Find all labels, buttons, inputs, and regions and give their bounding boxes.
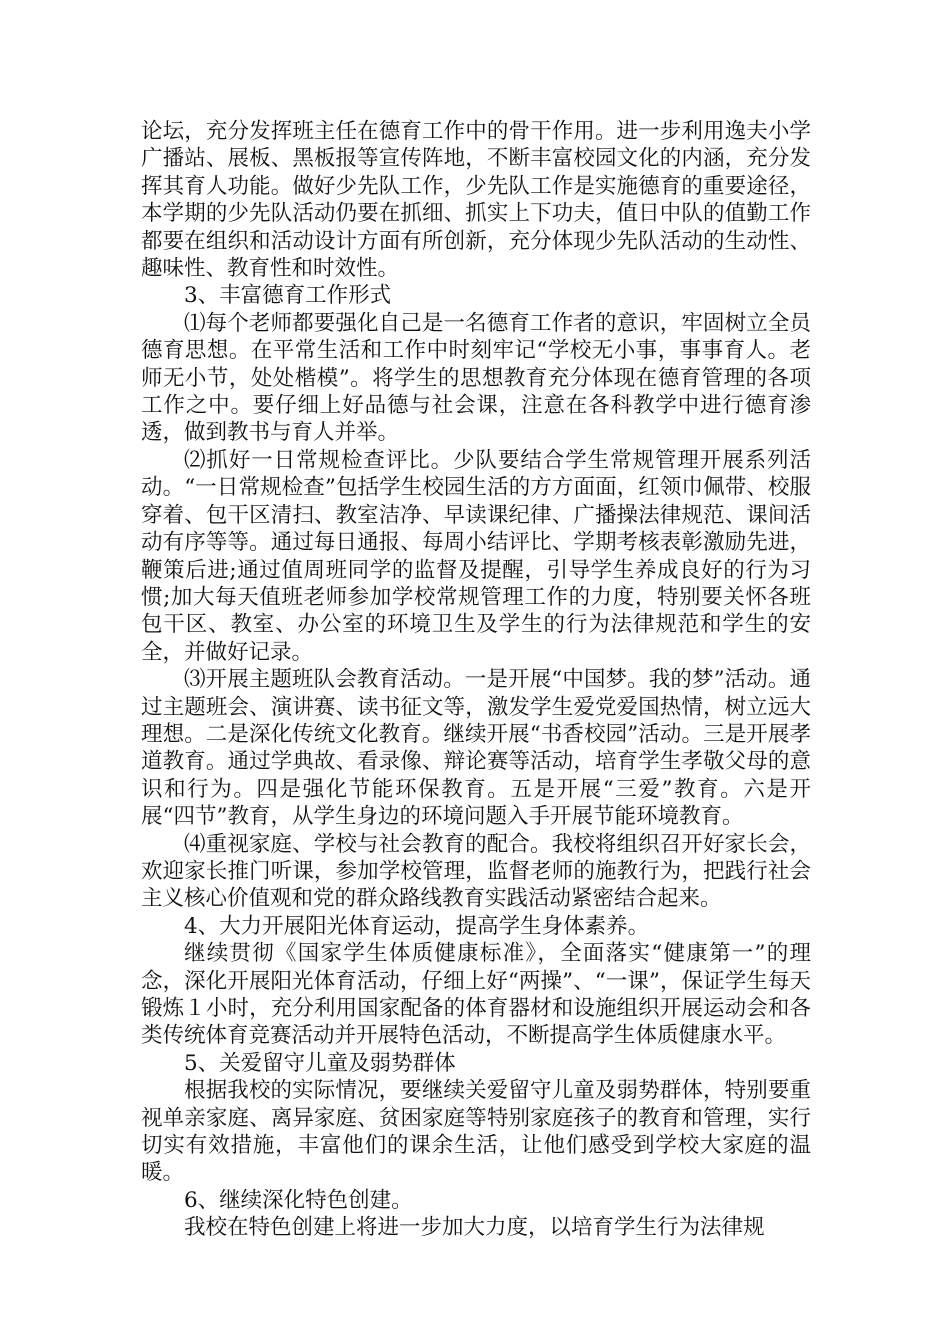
document-page — [141, 118, 811, 1242]
section-heading-3: 3、丰富德育工作形式 — [184, 283, 392, 309]
paragraph-left-behind-children: 根据我校的实际情况，要继续关爱留守儿童及弱势群体，特别要重视单亲家庭、离异家庭、贫困家庭等特别家庭孩子的教育和管理，实行切实有效措施，丰富他们的课余生活，让他们感受到学校大家庭的温暖。 — [141, 1078, 811, 1186]
paragraph-sports: 继续贯彻《国家学生体质健康标准》，全面落实“健康第一”的理念，深化开展阳光体育活动，仔细上好“两操”、“一课”，保证学生每天锻炼１小时，充分利用国家配备的体育器材和设施组织开展运动会和各类传统体育竞赛活动并开展特色活动，不断提高学生体质健康水平。 — [141, 941, 811, 1049]
paragraph-item-2: ⑵抓好一日常规检查评比。少队要结合学生常规管理开展系列活动。“一日常规检查”包括学生校园生活的方方面面，红领巾佩带、校服穿着、包干区清扫、教室洁净、早读课纪律、广播操法律规范、课间活动有序等等。通过每日通报、每周小结评比、学期考核表彰激励先进，鞭策后进;通过值周班同学的监督及提醒，引导学生养成良好的行为习惯;加大每天值班老师参加学校常规管理工作的力度，特别要关怀各班包干区、教室、办公室的环境卫生及学生的行为法律规范和学生的安全，并做好记录。 — [141, 447, 811, 665]
section-heading-6: 6、继续深化特色创建。 — [184, 1187, 413, 1213]
paragraph-item-1: ⑴每个老师都要强化自己是一名德育工作者的意识，牢固树立全员德育思想。在平常生活和工作中时刻牢记“学校无小事，事事育人。老师无小节，处处楷模”。将学生的思想教育充分体现在德育管理的各项工作之中。要仔细上好品德与社会课，注意在各科教学中进行德育渗透，做到教书与育人并举。 — [141, 310, 811, 446]
paragraph-continuation: 论坛，充分发挥班主任在德育工作中的骨干作用。进一步利用逸夫小学广播站、展板、黑板报等宣传阵地，不断丰富校园文化的内涵，充分发挥其育人功能。做好少先队工作，少先队工作是实施德育的重要途径，本学期的少先队活动仍要在抓细、抓实上下功夫，值日中队的值勤工作都要在组织和活动设计方面有所创新，充分体现少先队活动的生动性、趣味性、教育性和时效性。 — [141, 119, 811, 282]
paragraph-item-4: ⑷重视家庭、学校与社会教育的配合。我校将组织召开好家长会，欢迎家长推门听课，参加学校管理，监督老师的施教行为，把践行社会主义核心价值观和党的群众路线教育实践活动紧密结合起来。 — [141, 831, 811, 912]
section-heading-5: 5、关爱留守儿童及弱势群体 — [184, 1050, 456, 1076]
section-heading-4: 4、大力开展阳光体育运动，提高学生身体素养。 — [184, 913, 650, 939]
paragraph-featured-creation: 我校在特色创建上将进一步加大力度，以培育学生行为法律规 — [184, 1215, 765, 1241]
paragraph-item-3: ⑶开展主题班队会教育活动。一是开展“中国梦。我的梦”活动。通过主题班会、演讲赛、读书征文等，激发学生爱党爱国热情，树立远大理想。二是深化传统文化教育。继续开展“书香校园”活动。三是开展孝道教育。通过学典故、看录像、辩论赛等活动，培育学生孝敬父母的意识和行为。四是强化节能环保教育。五是开展“三爱”教育。六是开展“四节”教育，从学生身边的环境问题入手开展节能环境教育。 — [141, 667, 811, 830]
